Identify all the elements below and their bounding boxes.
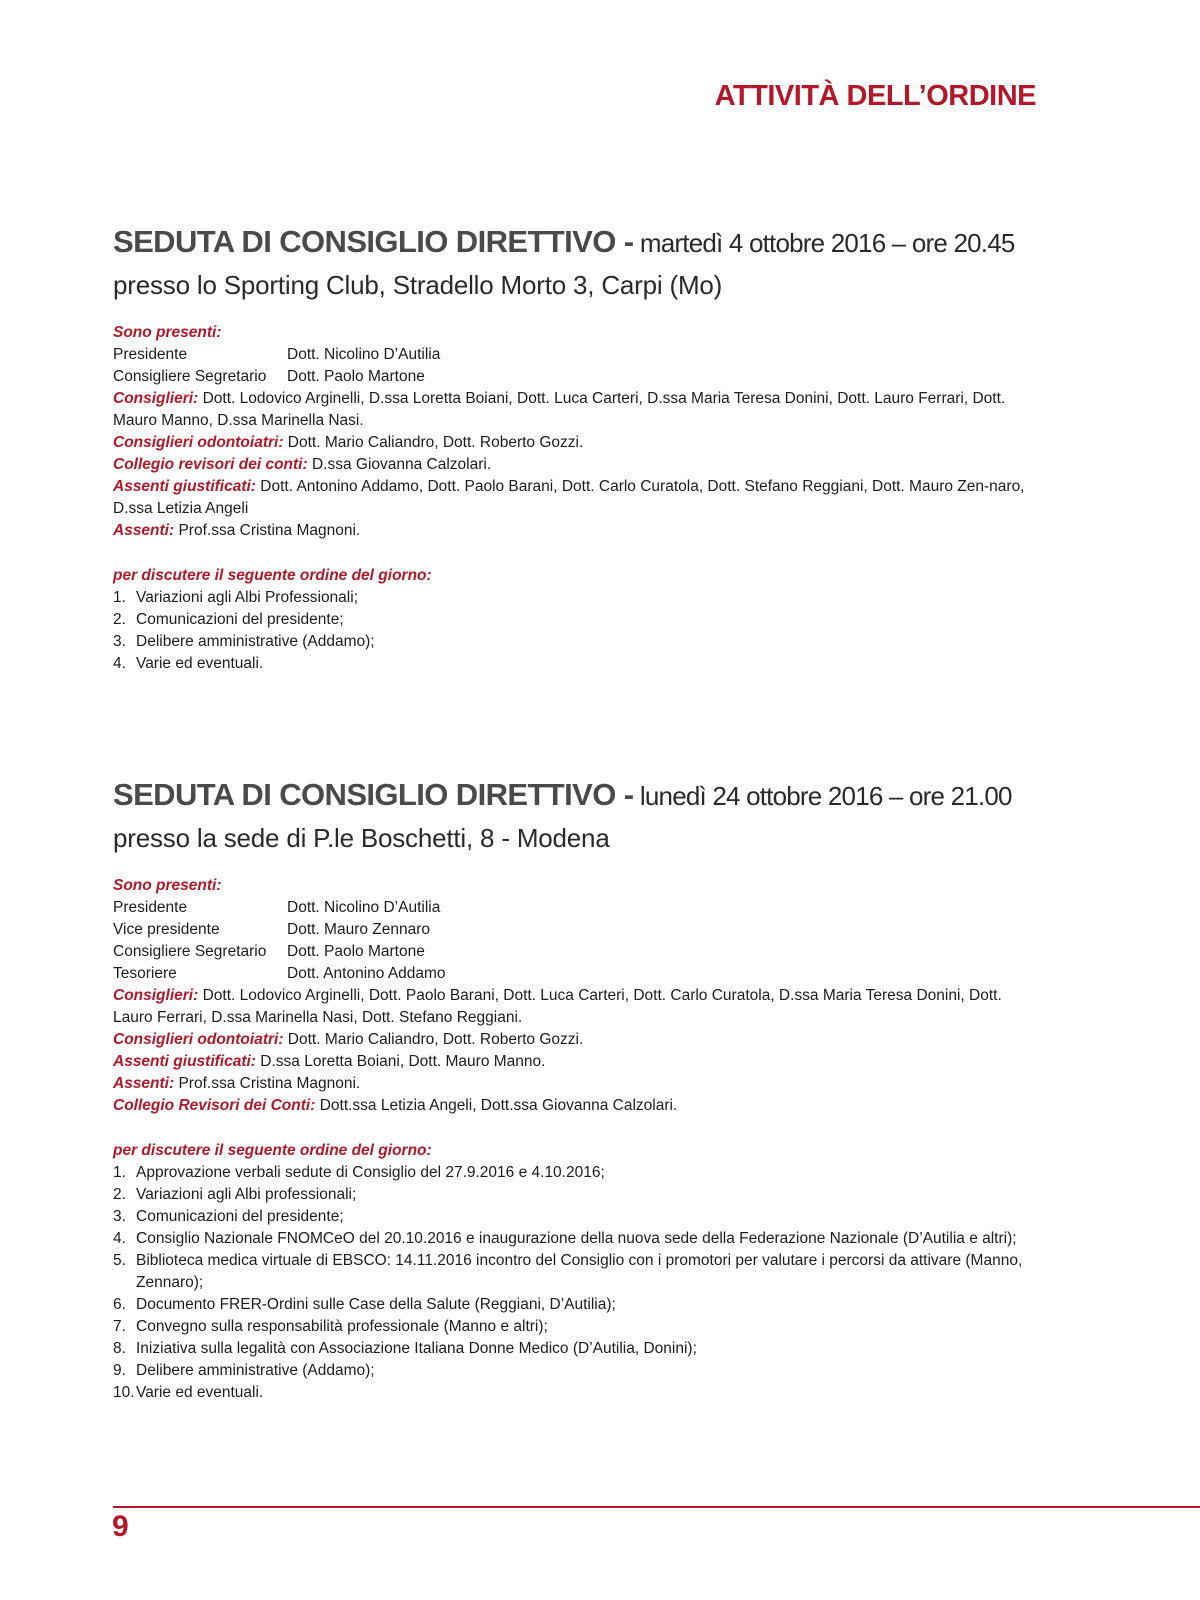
agenda-number: 10. <box>113 1384 135 1401</box>
present-label: Sono presenti: <box>113 877 222 894</box>
agenda-label: per discutere il seguente ordine del giorno: <box>113 567 432 584</box>
agenda-item <box>113 653 1033 675</box>
section-location: presso lo Sporting Club, Stradello Morto 3, Carpi (Mo) <box>113 270 723 300</box>
section-body <box>113 875 1033 1404</box>
entry-label: Consiglieri odontoiatri: <box>113 1031 284 1048</box>
role-row <box>113 344 1033 366</box>
entry-revisori <box>113 1095 1033 1117</box>
entry-text: Dott. Antonino Addamo, Dott. Paolo Barani, Dott. Carlo Curatola, Dott. Stefano Reggiani, Dott. Mauro Zen-naro, D.ssa Letizia Angeli <box>113 478 1025 517</box>
entry-consiglieri <box>113 388 1033 432</box>
entry-odontoiatri <box>113 1029 1033 1051</box>
agenda-item <box>113 1162 1033 1184</box>
agenda-number: 2. <box>113 1186 126 1203</box>
agenda-list <box>113 1162 1033 1404</box>
entry-label: Assenti giustificati: <box>113 1053 256 1070</box>
agenda-text: Biblioteca medica virtuale di EBSCO: 14.11.2016 incontro del Consiglio con i promotori per valutare i percorsi da attivare (Manno, Zennaro); <box>136 1252 1023 1291</box>
section-title <box>113 222 1033 268</box>
entry-odontoiatri <box>113 432 1033 454</box>
section-date: martedì 4 ottobre 2016 – ore 20.45 <box>633 228 1015 258</box>
entry-text: Prof.ssa Cristina Magnoni. <box>174 1075 361 1092</box>
role-row <box>113 963 1033 985</box>
meeting-section-1 <box>113 222 1033 675</box>
role-title: Presidente <box>113 346 188 363</box>
entry-text: Dott. Lodovico Arginelli, Dott. Paolo Barani, Dott. Luca Carteri, Dott. Carlo Curatola, D.ssa Maria Teresa Donini, Dott. Lauro Ferrari, D.ssa Marinella Nasi, Dott. Stefano Reggiani. <box>113 987 1002 1026</box>
role-row <box>113 941 1033 963</box>
page-header-title: ATTIVITÀ DELL’ORDINE <box>714 80 1036 112</box>
agenda-label: per discutere il seguente ordine del giorno: <box>113 1142 432 1159</box>
agenda-text: Comunicazioni del presidente; <box>136 611 344 628</box>
entry-assenti <box>113 520 1033 542</box>
agenda-item <box>113 1184 1033 1206</box>
agenda-item <box>113 1228 1033 1250</box>
role-person: Dott. Paolo Martone <box>287 368 425 385</box>
agenda-number: 2. <box>113 611 126 628</box>
agenda-number: 4. <box>113 655 126 672</box>
role-person: Dott. Nicolino D’Autilia <box>287 346 441 363</box>
section-location: presso la sede di P.le Boschetti, 8 - Modena <box>113 823 610 853</box>
entry-label: Consiglieri: <box>113 390 199 407</box>
role-title: Vice presidente <box>113 921 220 938</box>
agenda-item <box>113 1360 1033 1382</box>
agenda-text: Varie ed eventuali. <box>136 655 264 672</box>
agenda-item <box>113 1294 1033 1316</box>
section-title <box>113 775 1033 821</box>
agenda-text: Comunicazioni del presidente; <box>136 1208 344 1225</box>
agenda-item <box>113 1206 1033 1228</box>
agenda-number: 7. <box>113 1318 126 1335</box>
entry-text: Dott.ssa Letizia Angeli, Dott.ssa Giovanna Calzolari. <box>315 1097 678 1114</box>
entry-assenti-giustificati <box>113 476 1033 520</box>
agenda-text: Variazioni agli Albi Professionali; <box>136 589 358 606</box>
entry-label: Assenti: <box>113 522 175 539</box>
agenda-item <box>113 1250 1033 1294</box>
section-heading: SEDUTA DI CONSIGLIO DIRETTIVO - <box>113 777 634 812</box>
role-person: Dott. Antonino Addamo <box>287 965 446 982</box>
role-person: Dott. Nicolino D’Autilia <box>287 899 441 916</box>
agenda-item <box>113 1338 1033 1360</box>
role-person: Dott. Paolo Martone <box>287 943 425 960</box>
agenda-text: Documento FRER-Ordini sulle Case della Salute (Reggiani, D’Autilia); <box>136 1296 616 1313</box>
agenda-text: Delibere amministrative (Addamo); <box>136 1362 375 1379</box>
agenda-number: 5. <box>113 1252 126 1269</box>
entry-text: Dott. Mario Caliandro, Dott. Roberto Gozzi. <box>283 434 584 451</box>
page-number: 9 <box>112 1510 129 1543</box>
agenda-text: Iniziativa sulla legalità con Associazione Italiana Donne Medico (D’Autilia, Donini); <box>136 1340 697 1357</box>
entry-revisori <box>113 454 1033 476</box>
agenda-number: 4. <box>113 1230 126 1247</box>
role-title: Tesoriere <box>113 965 177 982</box>
entry-text: Dott. Mario Caliandro, Dott. Roberto Gozzi. <box>283 1031 584 1048</box>
entry-text: D.ssa Loretta Boiani, Dott. Mauro Manno. <box>255 1053 546 1070</box>
role-title: Consigliere Segretario <box>113 943 267 960</box>
agenda-text: Delibere amministrative (Addamo); <box>136 633 375 650</box>
footer-divider <box>113 1506 1200 1508</box>
agenda-number: 6. <box>113 1296 126 1313</box>
entry-text: D.ssa Giovanna Calzolari. <box>307 456 492 473</box>
entry-text: Prof.ssa Cristina Magnoni. <box>174 522 361 539</box>
entry-assenti <box>113 1073 1033 1095</box>
agenda-item <box>113 631 1033 653</box>
agenda-item <box>113 1316 1033 1338</box>
agenda-number: 3. <box>113 1208 126 1225</box>
agenda-text: Consiglio Nazionale FNOMCeO del 20.10.2016 e inaugurazione della nuova sede della Federazione Nazionale (D’Autilia e altri); <box>136 1230 1017 1247</box>
entry-label: Collegio revisori dei conti: <box>113 456 308 473</box>
role-row <box>113 897 1033 919</box>
section-body <box>113 322 1033 675</box>
meeting-section-2 <box>113 775 1033 1404</box>
agenda-number: 8. <box>113 1340 126 1357</box>
entry-label: Collegio Revisori dei Conti: <box>113 1097 316 1114</box>
agenda-list <box>113 587 1033 675</box>
section-heading: SEDUTA DI CONSIGLIO DIRETTIVO - <box>113 224 634 259</box>
agenda-item <box>113 587 1033 609</box>
role-person: Dott. Mauro Zennaro <box>287 921 431 938</box>
agenda-text: Approvazione verbali sedute di Consiglio del 27.9.2016 e 4.10.2016; <box>136 1164 605 1181</box>
agenda-text: Varie ed eventuali. <box>136 1384 264 1401</box>
agenda-text: Variazioni agli Albi professionali; <box>136 1186 357 1203</box>
present-label: Sono presenti: <box>113 324 222 341</box>
section-date: lunedì 24 ottobre 2016 – ore 21.00 <box>633 781 1012 811</box>
entry-label: Assenti giustificati: <box>113 478 256 495</box>
role-row <box>113 919 1033 941</box>
agenda-item <box>113 609 1033 631</box>
role-title: Presidente <box>113 899 188 916</box>
entry-label: Consiglieri odontoiatri: <box>113 434 284 451</box>
agenda-number: 3. <box>113 633 126 650</box>
entry-assenti-giustificati <box>113 1051 1033 1073</box>
entry-consiglieri <box>113 985 1033 1029</box>
agenda-number: 1. <box>113 589 126 606</box>
entry-text: Dott. Lodovico Arginelli, D.ssa Loretta Boiani, Dott. Luca Carteri, D.ssa Maria Teresa Donini, Dott. Lauro Ferrari, Dott. Mauro Manno, D.ssa Marinella Nasi. <box>113 390 1006 429</box>
entry-label: Assenti: <box>113 1075 175 1092</box>
agenda-number: 9. <box>113 1362 126 1379</box>
agenda-item <box>113 1382 1033 1404</box>
role-title: Consigliere Segretario <box>113 368 267 385</box>
role-row <box>113 366 1033 388</box>
agenda-text: Convegno sulla responsabilità professionale (Manno e altri); <box>136 1318 548 1335</box>
entry-label: Consiglieri: <box>113 987 199 1004</box>
agenda-number: 1. <box>113 1164 126 1181</box>
